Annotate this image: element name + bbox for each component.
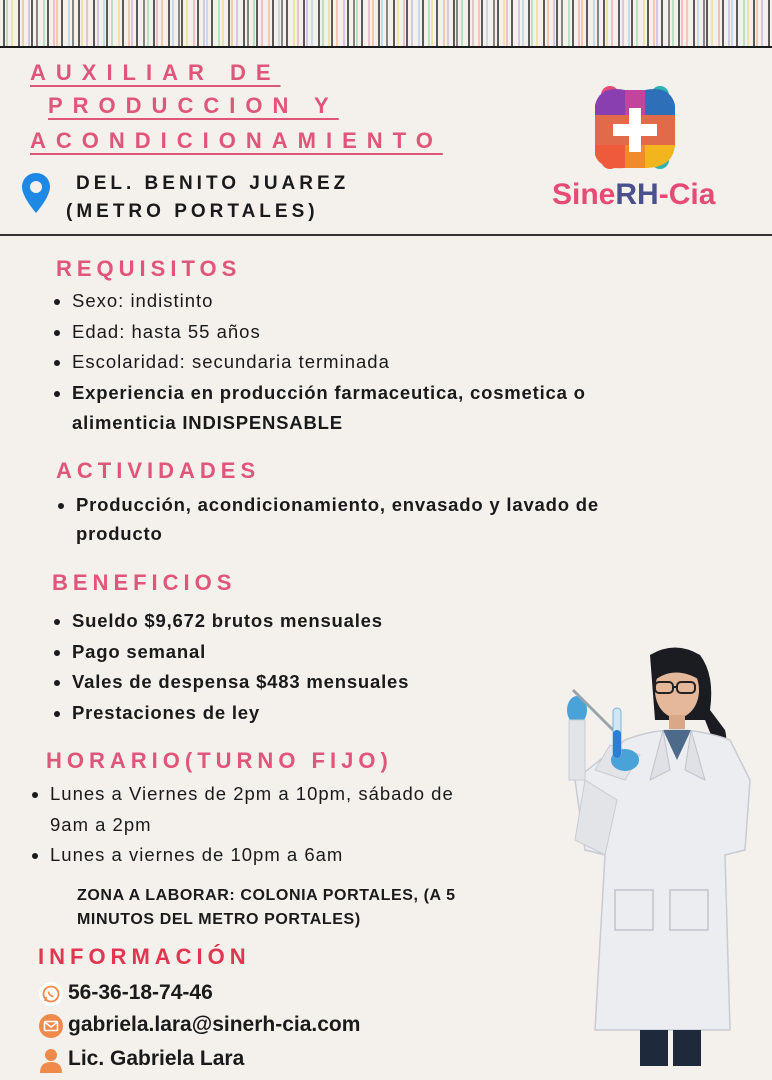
location-line-2: (METRO PORTALES) xyxy=(66,201,319,222)
list-item: Producción, acondicionamiento, envasado y lavado de xyxy=(54,490,599,519)
section-title-beneficios: BENEFICIOS xyxy=(52,570,237,595)
list-item: Lunes a Viernes de 2pm a 10pm, sábado de xyxy=(28,779,454,810)
brand-part-3: -Cia xyxy=(658,178,716,211)
job-title-line-1: AUXILIAR DE xyxy=(30,60,281,85)
list-item: Experiencia en producción farmaceutica, cosmetica o xyxy=(50,378,586,409)
section-title-horario: HORARIO(TURNO FIJO) xyxy=(46,748,393,773)
phone-number: 56-36-18-74-46 xyxy=(68,981,213,1004)
list-item: Vales de despensa $483 mensuales xyxy=(50,667,409,698)
email-address: gabriela.lara@sinerh-cia.com xyxy=(68,1013,361,1036)
list-item-continuation xyxy=(50,408,586,439)
list-item: Pago semanal xyxy=(50,637,409,668)
beneficios-list xyxy=(50,606,409,728)
list-item-continuation: 9am a 2pm xyxy=(50,813,152,835)
list-item: Sueldo $9,672 brutos mensuales xyxy=(50,606,409,637)
list-item: Prestaciones de ley xyxy=(50,698,409,729)
list-item: Lunes a viernes de 10pm a 6am xyxy=(28,840,454,871)
whatsapp-icon xyxy=(38,981,64,1007)
contact-name: Lic. Gabriela Lara xyxy=(68,1047,245,1070)
brand-name xyxy=(552,178,715,212)
location-line-1: DEL. BENITO JUAREZ xyxy=(76,173,350,194)
header xyxy=(0,48,772,236)
work-zone-note xyxy=(77,884,547,932)
section-title-informacion: INFORMACIÓN xyxy=(38,944,251,969)
work-zone-line-1: ZONA A LABORAR: COLONIA PORTALES, (A 5 xyxy=(77,887,456,904)
map-pin-icon xyxy=(20,171,52,215)
location xyxy=(66,170,349,226)
decorative-stripes xyxy=(0,0,772,48)
section-title-requisitos: REQUISITOS xyxy=(56,256,242,281)
list-item-continuation: producto xyxy=(76,523,163,544)
person-icon xyxy=(38,1047,64,1073)
job-title-line-3: ACONDICIONAMIENTO xyxy=(30,128,443,153)
email-icon xyxy=(38,1013,64,1039)
horario-list xyxy=(28,779,454,871)
list-item: Sexo: indistinto xyxy=(50,286,586,317)
work-zone-line-2: MINUTOS DEL METRO PORTALES) xyxy=(77,911,361,928)
list-item-text: alimenticia INDISPENSABLE xyxy=(72,412,343,433)
brand-part-2: RH xyxy=(615,178,659,211)
job-title-line-2: PRODUCCION Y xyxy=(48,93,339,118)
actividades-list xyxy=(54,490,599,548)
section-title-actividades: ACTIVIDADES xyxy=(56,458,261,483)
brand-part-1: Sine xyxy=(552,178,616,211)
list-item: Escolaridad: secundaria terminada xyxy=(50,347,586,378)
scientist-illustration xyxy=(555,640,765,1070)
requisitos-list xyxy=(50,286,586,439)
list-item: Edad: hasta 55 años xyxy=(50,317,586,348)
